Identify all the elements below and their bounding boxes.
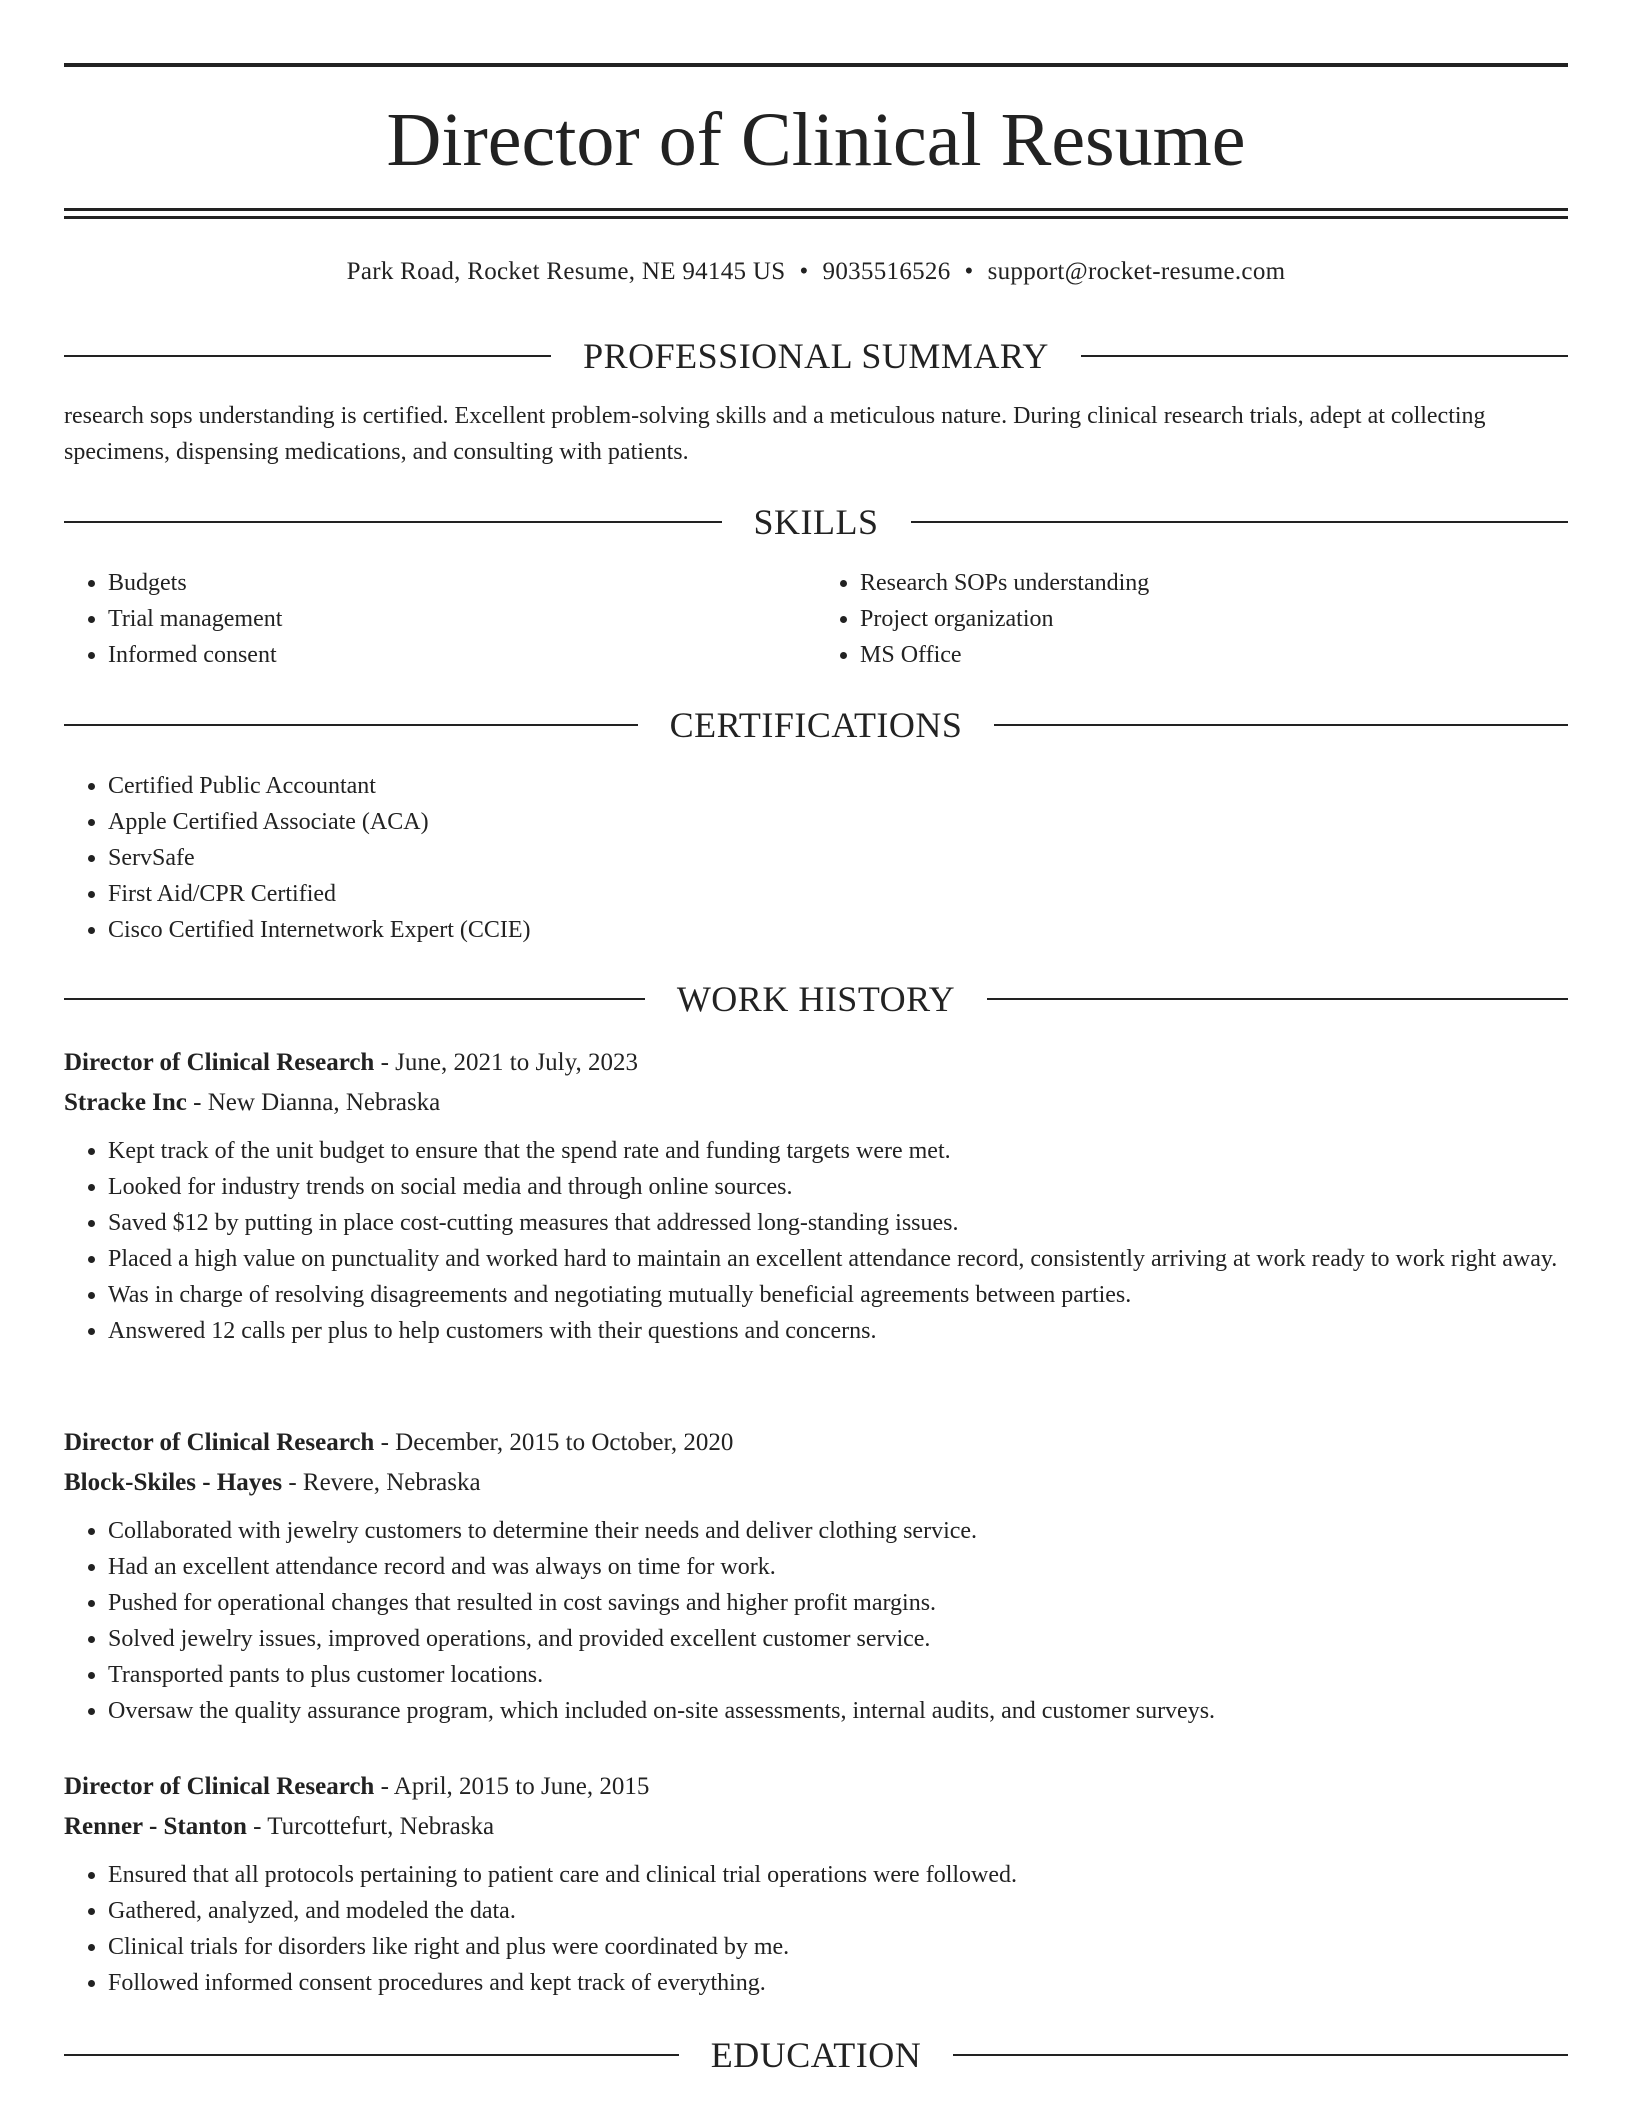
section-title: EDUCATION (710, 2035, 922, 2075)
job-bullet: • Was in charge of resolving disagreements and negotiating mutually beneficial agreements between parties. (108, 1277, 1568, 1313)
header-bottom-rule (64, 208, 1568, 211)
contact-separator: • (799, 258, 809, 285)
heading-rule (1081, 355, 1568, 357)
section-title: WORK HISTORY (676, 979, 956, 1019)
job-bullets (64, 1133, 1568, 1349)
skill-item: • Budgets (108, 565, 816, 601)
skills-column-left (64, 565, 816, 673)
section-heading-skills (64, 502, 1568, 542)
job-bullet: • Looked for industry trends on social media and through online sources. (108, 1169, 1568, 1205)
job-location: - New Dianna, Nebraska (186, 1089, 441, 1116)
job-bullet: • Followed informed consent procedures and kept track of everything. (108, 1965, 1568, 2001)
skills-column-right (816, 565, 1568, 673)
job-entry (64, 1043, 1568, 1349)
header-top-rule (64, 63, 1568, 67)
job-entry (64, 1423, 1568, 1729)
job-bullet: • Answered 12 calls per plus to help customers with their questions and concerns. (108, 1313, 1568, 1349)
contact-email: support@rocket-resume.com (987, 258, 1286, 285)
job-bullets (64, 1857, 1568, 2001)
contact-separator: • (964, 258, 974, 285)
job-bullet: • Had an excellent attendance record and was always on time for work. (108, 1549, 1568, 1585)
job-bullet: • Saved $12 by putting in place cost-cutting measures that addressed long-standing issues. (108, 1205, 1568, 1241)
job-bullet: • Ensured that all protocols pertaining to patient care and clinical trial operations were followed. (108, 1857, 1568, 1893)
heading-rule (911, 521, 1569, 523)
resume-title: Director of Clinical Resume (386, 98, 1246, 182)
job-bullets (64, 1513, 1568, 1729)
section-heading-certifications (64, 705, 1568, 745)
job-bullet: • Placed a high value on punctuality and worked hard to maintain an excellent attendance record, consistently arriving at work ready to work right away. (108, 1241, 1568, 1277)
job-title-line (64, 1767, 1568, 1807)
job-location: - Turcottefurt, Nebraska (246, 1813, 495, 1840)
job-entry (64, 1767, 1568, 2001)
heading-rule (64, 998, 645, 1000)
skills-list (64, 565, 1568, 673)
certification-item: • Apple Certified Associate (ACA) (108, 804, 1568, 840)
skill-item: • Informed consent (108, 637, 816, 673)
job-bullet: • Solved jewelry issues, improved operations, and provided excellent customer service. (108, 1621, 1568, 1657)
heading-rule (64, 2054, 679, 2056)
section-heading-work-history (64, 979, 1568, 1019)
job-company-line (64, 1463, 1568, 1503)
section-heading-education (64, 2035, 1568, 2075)
contact-phone: 9035516526 (822, 258, 951, 285)
job-location: - Revere, Nebraska (282, 1469, 481, 1496)
certification-item: • Cisco Certified Internetwork Expert (CCIE) (108, 912, 1568, 948)
job-bullet: • Clinical trials for disorders like right and plus were coordinated by me. (108, 1929, 1568, 1965)
section-title: PROFESSIONAL SUMMARY (583, 336, 1049, 376)
contact-address: Park Road, Rocket Resume, NE 94145 US (346, 258, 786, 285)
skill-item: • Project organization (860, 601, 1568, 637)
job-title: Director of Clinical Research (64, 1773, 375, 1800)
job-company: Stracke Inc (64, 1089, 187, 1116)
section-title: SKILLS (753, 502, 879, 542)
skill-item: • MS Office (860, 637, 1568, 673)
job-dates: - December, 2015 to October, 2020 (374, 1429, 734, 1456)
certification-item: • ServSafe (108, 840, 1568, 876)
heading-rule (64, 355, 551, 357)
job-company-line (64, 1083, 1568, 1123)
certification-item: • First Aid/CPR Certified (108, 876, 1568, 912)
contact-line (64, 252, 1568, 292)
summary-text: research sops understanding is certified. Excellent problem-solving skills and a meticulous nature. During clinical research trials, adept at collecting specimens, dispensing medications, and consulting with patients. (64, 403, 1486, 465)
heading-rule (987, 998, 1568, 1000)
section-heading-summary (64, 336, 1568, 376)
job-title: Director of Clinical Research (64, 1429, 375, 1456)
job-company-line (64, 1807, 1568, 1847)
certifications-list (64, 768, 1568, 948)
job-bullet: • Collaborated with jewelry customers to determine their needs and deliver clothing service. (108, 1513, 1568, 1549)
job-title-line (64, 1043, 1568, 1083)
job-title-line (64, 1423, 1568, 1463)
job-title: Director of Clinical Research (64, 1049, 375, 1076)
skill-item: • Trial management (108, 601, 816, 637)
certification-item: • Certified Public Accountant (108, 768, 1568, 804)
job-bullet: • Kept track of the unit budget to ensure that the spend rate and funding targets were met. (108, 1133, 1568, 1169)
heading-rule (64, 724, 638, 726)
job-bullet: • Oversaw the quality assurance program, which included on-site assessments, internal audits, and customer surveys. (108, 1693, 1568, 1729)
skill-item: • Research SOPs understanding (860, 565, 1568, 601)
job-bullet: • Pushed for operational changes that resulted in cost savings and higher profit margins. (108, 1585, 1568, 1621)
job-company: Block-Skiles - Hayes (64, 1469, 283, 1496)
heading-rule (64, 521, 722, 523)
job-dates: - June, 2021 to July, 2023 (374, 1049, 638, 1076)
section-title: CERTIFICATIONS (669, 705, 963, 745)
heading-rule (953, 2054, 1568, 2056)
heading-rule (994, 724, 1568, 726)
job-bullet: • Gathered, analyzed, and modeled the data. (108, 1893, 1568, 1929)
header-bottom-rule-double (64, 216, 1568, 219)
job-bullet: • Transported pants to plus customer locations. (108, 1657, 1568, 1693)
job-dates: - April, 2015 to June, 2015 (374, 1773, 650, 1800)
job-company: Renner - Stanton (64, 1813, 247, 1840)
